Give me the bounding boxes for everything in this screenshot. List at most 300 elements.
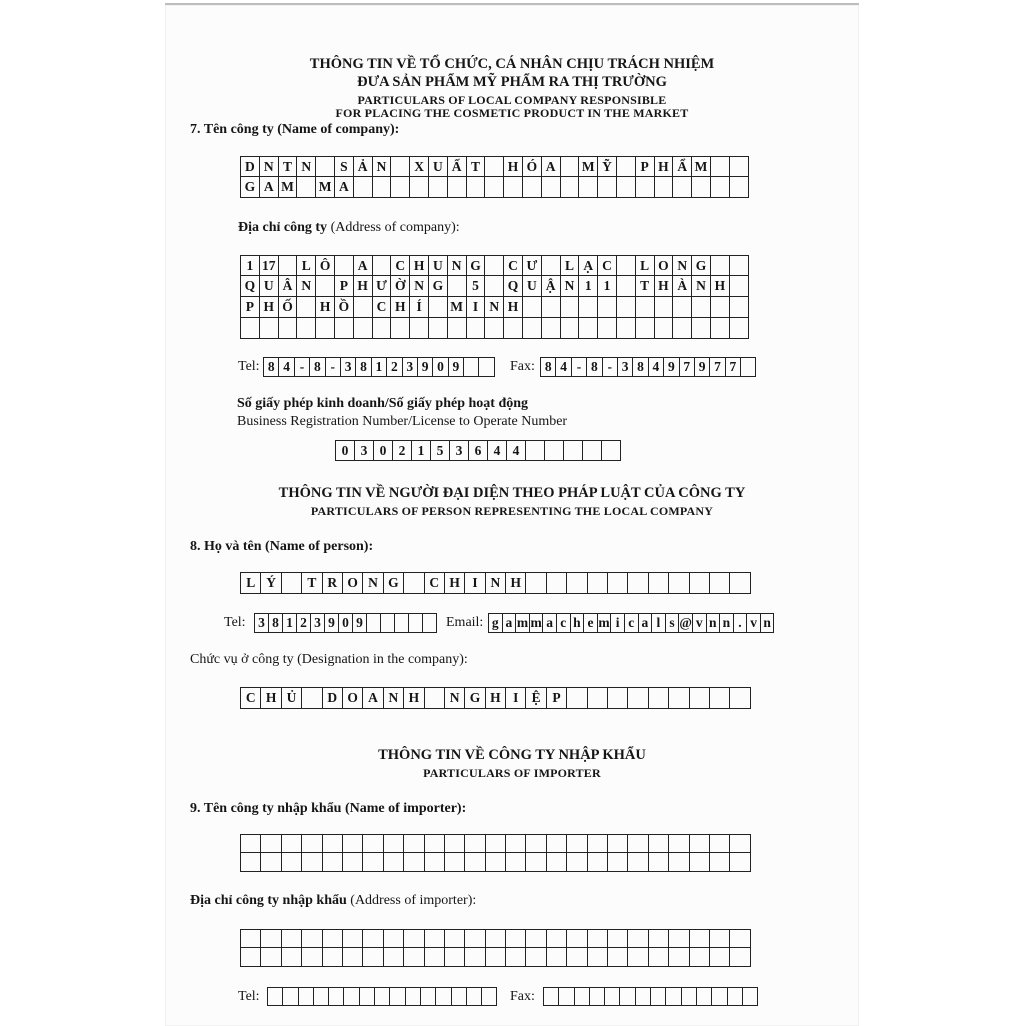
- company-name-grid[interactable]: [240, 156, 749, 198]
- char-cell[interactable]: [506, 929, 526, 948]
- char-cell[interactable]: [730, 156, 749, 177]
- char-cell[interactable]: [464, 357, 479, 377]
- char-cell[interactable]: O: [343, 572, 363, 594]
- char-cell[interactable]: [608, 929, 628, 948]
- char-cell[interactable]: 5: [431, 440, 450, 461]
- char-cell[interactable]: 7: [710, 357, 725, 377]
- char-cell[interactable]: [710, 572, 730, 594]
- char-cell[interactable]: [588, 948, 608, 967]
- char-cell[interactable]: [526, 929, 546, 948]
- char-cell[interactable]: [730, 276, 749, 297]
- char-cell[interactable]: [730, 948, 750, 967]
- char-cell[interactable]: C: [241, 687, 261, 709]
- char-cell[interactable]: [692, 177, 711, 198]
- char-cell[interactable]: [445, 929, 465, 948]
- char-cell[interactable]: Ẩ: [673, 156, 692, 177]
- char-cell[interactable]: [261, 948, 281, 967]
- char-cell[interactable]: H: [655, 156, 674, 177]
- char-cell[interactable]: P: [547, 687, 567, 709]
- char-cell[interactable]: [526, 834, 546, 853]
- char-cell[interactable]: [302, 853, 322, 872]
- char-cell[interactable]: [486, 853, 506, 872]
- char-cell[interactable]: [479, 357, 494, 377]
- char-cell[interactable]: [730, 318, 749, 339]
- char-cell[interactable]: [316, 156, 335, 177]
- char-cell[interactable]: [297, 297, 316, 318]
- char-cell[interactable]: O: [343, 687, 363, 709]
- char-cell[interactable]: 5: [467, 276, 486, 297]
- char-cell[interactable]: n: [720, 613, 734, 633]
- char-cell[interactable]: H: [504, 297, 523, 318]
- char-cell[interactable]: [384, 929, 404, 948]
- char-cell[interactable]: 0: [339, 613, 353, 633]
- char-cell[interactable]: 8: [264, 357, 279, 377]
- char-cell[interactable]: [617, 177, 636, 198]
- char-cell[interactable]: Ố: [279, 297, 298, 318]
- char-cell[interactable]: N: [297, 156, 316, 177]
- char-cell[interactable]: [526, 853, 546, 872]
- char-cell[interactable]: 1: [598, 276, 617, 297]
- char-cell[interactable]: [404, 929, 424, 948]
- char-cell[interactable]: [404, 948, 424, 967]
- char-cell[interactable]: [448, 177, 467, 198]
- char-cell[interactable]: [575, 987, 590, 1006]
- char-cell[interactable]: N: [373, 156, 392, 177]
- char-cell[interactable]: G: [429, 276, 448, 297]
- char-cell[interactable]: [425, 948, 445, 967]
- char-cell[interactable]: [391, 156, 410, 177]
- char-cell[interactable]: [485, 318, 504, 339]
- char-cell[interactable]: v: [747, 613, 761, 633]
- char-cell[interactable]: [282, 834, 302, 853]
- person-tel-grid[interactable]: [254, 613, 437, 633]
- char-cell[interactable]: [567, 853, 587, 872]
- char-cell[interactable]: 1: [372, 357, 387, 377]
- char-cell[interactable]: 9: [418, 357, 433, 377]
- char-cell[interactable]: A: [260, 177, 279, 198]
- char-cell[interactable]: L: [561, 255, 580, 276]
- char-cell[interactable]: Ô: [316, 255, 335, 276]
- char-cell[interactable]: [360, 987, 375, 1006]
- char-cell[interactable]: Ệ: [526, 687, 546, 709]
- char-cell[interactable]: M: [692, 156, 711, 177]
- char-cell[interactable]: [692, 318, 711, 339]
- char-cell[interactable]: [673, 297, 692, 318]
- char-cell[interactable]: [669, 853, 689, 872]
- char-cell[interactable]: [730, 297, 749, 318]
- char-cell[interactable]: T: [279, 156, 298, 177]
- char-cell[interactable]: Â: [279, 276, 298, 297]
- char-cell[interactable]: c: [557, 613, 571, 633]
- char-cell[interactable]: [567, 687, 587, 709]
- char-cell[interactable]: [730, 687, 750, 709]
- char-cell[interactable]: .: [734, 613, 748, 633]
- char-cell[interactable]: 9: [449, 357, 464, 377]
- char-cell[interactable]: [728, 987, 743, 1006]
- char-cell[interactable]: [628, 572, 648, 594]
- char-cell[interactable]: 4: [556, 357, 571, 377]
- char-cell[interactable]: C: [598, 255, 617, 276]
- char-cell[interactable]: [429, 297, 448, 318]
- char-cell[interactable]: À: [673, 276, 692, 297]
- char-cell[interactable]: T: [467, 156, 486, 177]
- char-cell[interactable]: [711, 255, 730, 276]
- char-cell[interactable]: [485, 255, 504, 276]
- char-cell[interactable]: [282, 572, 302, 594]
- char-cell[interactable]: [486, 948, 506, 967]
- char-cell[interactable]: [542, 177, 561, 198]
- license-number-grid[interactable]: [335, 440, 621, 461]
- char-cell[interactable]: Ậ: [542, 276, 561, 297]
- char-cell[interactable]: Ư: [373, 276, 392, 297]
- char-cell[interactable]: [425, 929, 445, 948]
- char-cell[interactable]: T: [302, 572, 322, 594]
- char-cell[interactable]: 1: [283, 613, 297, 633]
- char-cell[interactable]: [730, 929, 750, 948]
- char-cell[interactable]: -: [295, 357, 310, 377]
- char-cell[interactable]: [730, 853, 750, 872]
- char-cell[interactable]: [617, 276, 636, 297]
- char-cell[interactable]: 8: [587, 357, 602, 377]
- char-cell[interactable]: [730, 177, 749, 198]
- company-fax-grid[interactable]: [540, 357, 756, 377]
- char-cell[interactable]: 4: [649, 357, 664, 377]
- char-cell[interactable]: [283, 987, 298, 1006]
- char-cell[interactable]: a: [639, 613, 653, 633]
- char-cell[interactable]: I: [467, 297, 486, 318]
- char-cell[interactable]: [712, 987, 727, 1006]
- char-cell[interactable]: [649, 834, 669, 853]
- char-cell[interactable]: I: [506, 687, 526, 709]
- char-cell[interactable]: [669, 929, 689, 948]
- char-cell[interactable]: H: [260, 297, 279, 318]
- char-cell[interactable]: [282, 929, 302, 948]
- char-cell[interactable]: [561, 318, 580, 339]
- char-cell[interactable]: U: [429, 156, 448, 177]
- char-cell[interactable]: -: [326, 357, 341, 377]
- char-cell[interactable]: Í: [410, 297, 429, 318]
- char-cell[interactable]: 1: [241, 255, 260, 276]
- char-cell[interactable]: [567, 834, 587, 853]
- char-cell[interactable]: P: [335, 276, 354, 297]
- char-cell[interactable]: [363, 834, 383, 853]
- char-cell[interactable]: [354, 177, 373, 198]
- char-cell[interactable]: [692, 297, 711, 318]
- char-cell[interactable]: [404, 853, 424, 872]
- char-cell[interactable]: [445, 834, 465, 853]
- char-cell[interactable]: [628, 834, 648, 853]
- char-cell[interactable]: N: [561, 276, 580, 297]
- char-cell[interactable]: [567, 929, 587, 948]
- char-cell[interactable]: [741, 357, 756, 377]
- char-cell[interactable]: 9: [664, 357, 679, 377]
- char-cell[interactable]: l: [652, 613, 666, 633]
- char-cell[interactable]: [297, 318, 316, 339]
- char-cell[interactable]: [279, 255, 298, 276]
- char-cell[interactable]: C: [391, 255, 410, 276]
- char-cell[interactable]: H: [410, 255, 429, 276]
- importer-address-grid[interactable]: [240, 929, 751, 967]
- char-cell[interactable]: c: [625, 613, 639, 633]
- char-cell[interactable]: [579, 177, 598, 198]
- char-cell[interactable]: [636, 297, 655, 318]
- char-cell[interactable]: n: [761, 613, 775, 633]
- char-cell[interactable]: [485, 156, 504, 177]
- char-cell[interactable]: 7: [726, 357, 741, 377]
- char-cell[interactable]: N: [297, 276, 316, 297]
- char-cell[interactable]: 3: [355, 440, 374, 461]
- char-cell[interactable]: [711, 318, 730, 339]
- char-cell[interactable]: [467, 987, 482, 1006]
- char-cell[interactable]: [314, 987, 329, 1006]
- char-cell[interactable]: [323, 834, 343, 853]
- char-cell[interactable]: [544, 987, 559, 1006]
- char-cell[interactable]: [373, 177, 392, 198]
- char-cell[interactable]: [590, 987, 605, 1006]
- char-cell[interactable]: [343, 853, 363, 872]
- char-cell[interactable]: 2: [297, 613, 311, 633]
- char-cell[interactable]: H: [711, 276, 730, 297]
- char-cell[interactable]: 3: [311, 613, 325, 633]
- char-cell[interactable]: N: [692, 276, 711, 297]
- char-cell[interactable]: [363, 929, 383, 948]
- char-cell[interactable]: [545, 440, 564, 461]
- char-cell[interactable]: H: [445, 572, 465, 594]
- char-cell[interactable]: D: [241, 156, 260, 177]
- char-cell[interactable]: [391, 318, 410, 339]
- char-cell[interactable]: 8: [269, 613, 283, 633]
- char-cell[interactable]: [410, 177, 429, 198]
- char-cell[interactable]: [561, 177, 580, 198]
- char-cell[interactable]: 3: [450, 440, 469, 461]
- char-cell[interactable]: X: [410, 156, 429, 177]
- char-cell[interactable]: N: [363, 572, 383, 594]
- char-cell[interactable]: 9: [695, 357, 710, 377]
- char-cell[interactable]: [526, 440, 545, 461]
- char-cell[interactable]: [579, 318, 598, 339]
- char-cell[interactable]: [649, 687, 669, 709]
- char-cell[interactable]: [588, 687, 608, 709]
- char-cell[interactable]: [710, 929, 730, 948]
- char-cell[interactable]: C: [373, 297, 392, 318]
- char-cell[interactable]: [523, 318, 542, 339]
- char-cell[interactable]: P: [241, 297, 260, 318]
- char-cell[interactable]: M: [279, 177, 298, 198]
- char-cell[interactable]: [547, 948, 567, 967]
- char-cell[interactable]: N: [410, 276, 429, 297]
- char-cell[interactable]: [588, 853, 608, 872]
- char-cell[interactable]: L: [297, 255, 316, 276]
- char-cell[interactable]: [485, 177, 504, 198]
- char-cell[interactable]: m: [516, 613, 530, 633]
- char-cell[interactable]: [617, 156, 636, 177]
- char-cell[interactable]: [608, 572, 628, 594]
- char-cell[interactable]: H: [316, 297, 335, 318]
- char-cell[interactable]: [690, 929, 710, 948]
- char-cell[interactable]: [711, 297, 730, 318]
- char-cell[interactable]: 8: [633, 357, 648, 377]
- char-cell[interactable]: [465, 948, 485, 967]
- char-cell[interactable]: Ư: [523, 255, 542, 276]
- char-cell[interactable]: [636, 987, 651, 1006]
- char-cell[interactable]: H: [506, 572, 526, 594]
- char-cell[interactable]: [564, 440, 583, 461]
- char-cell[interactable]: U: [429, 255, 448, 276]
- char-cell[interactable]: A: [542, 156, 561, 177]
- char-cell[interactable]: [730, 834, 750, 853]
- char-cell[interactable]: [445, 853, 465, 872]
- importer-fax-grid[interactable]: [543, 987, 758, 1006]
- char-cell[interactable]: [711, 177, 730, 198]
- char-cell[interactable]: [682, 987, 697, 1006]
- designation-grid[interactable]: [240, 687, 751, 709]
- char-cell[interactable]: [482, 987, 497, 1006]
- char-cell[interactable]: Q: [504, 276, 523, 297]
- char-cell[interactable]: [335, 255, 354, 276]
- char-cell[interactable]: G: [384, 572, 404, 594]
- char-cell[interactable]: [620, 987, 635, 1006]
- char-cell[interactable]: 4: [279, 357, 294, 377]
- char-cell[interactable]: [547, 572, 567, 594]
- char-cell[interactable]: Ạ: [579, 255, 598, 276]
- char-cell[interactable]: [373, 318, 392, 339]
- char-cell[interactable]: 8: [541, 357, 556, 377]
- char-cell[interactable]: [628, 948, 648, 967]
- char-cell[interactable]: [425, 853, 445, 872]
- char-cell[interactable]: [669, 834, 689, 853]
- char-cell[interactable]: [323, 948, 343, 967]
- char-cell[interactable]: H: [486, 687, 506, 709]
- char-cell[interactable]: [617, 318, 636, 339]
- char-cell[interactable]: [343, 929, 363, 948]
- char-cell[interactable]: 7: [680, 357, 695, 377]
- char-cell[interactable]: H: [354, 276, 373, 297]
- char-cell[interactable]: 0: [433, 357, 448, 377]
- char-cell[interactable]: [598, 318, 617, 339]
- char-cell[interactable]: [302, 687, 322, 709]
- char-cell[interactable]: [297, 177, 316, 198]
- char-cell[interactable]: H: [404, 687, 424, 709]
- char-cell[interactable]: [605, 987, 620, 1006]
- char-cell[interactable]: N: [485, 297, 504, 318]
- char-cell[interactable]: [697, 987, 712, 1006]
- char-cell[interactable]: [241, 318, 260, 339]
- char-cell[interactable]: [608, 853, 628, 872]
- char-cell[interactable]: [406, 987, 421, 1006]
- char-cell[interactable]: 4: [507, 440, 526, 461]
- char-cell[interactable]: H: [261, 687, 281, 709]
- char-cell[interactable]: M: [448, 297, 467, 318]
- char-cell[interactable]: m: [598, 613, 612, 633]
- char-cell[interactable]: [542, 318, 561, 339]
- char-cell[interactable]: [373, 255, 392, 276]
- char-cell[interactable]: [567, 948, 587, 967]
- char-cell[interactable]: [261, 853, 281, 872]
- char-cell[interactable]: [649, 853, 669, 872]
- char-cell[interactable]: 2: [387, 357, 402, 377]
- char-cell[interactable]: [323, 853, 343, 872]
- char-cell[interactable]: [302, 929, 322, 948]
- char-cell[interactable]: [282, 948, 302, 967]
- char-cell[interactable]: [636, 177, 655, 198]
- char-cell[interactable]: [448, 276, 467, 297]
- char-cell[interactable]: [261, 834, 281, 853]
- char-cell[interactable]: [445, 948, 465, 967]
- char-cell[interactable]: U: [523, 276, 542, 297]
- char-cell[interactable]: [673, 318, 692, 339]
- char-cell[interactable]: [367, 613, 381, 633]
- char-cell[interactable]: [649, 948, 669, 967]
- importer-tel-grid[interactable]: [267, 987, 497, 1006]
- char-cell[interactable]: [316, 276, 335, 297]
- char-cell[interactable]: Ủ: [282, 687, 302, 709]
- char-cell[interactable]: [410, 318, 429, 339]
- char-cell[interactable]: [617, 255, 636, 276]
- char-cell[interactable]: [465, 929, 485, 948]
- char-cell[interactable]: [649, 929, 669, 948]
- char-cell[interactable]: [486, 834, 506, 853]
- char-cell[interactable]: [436, 987, 451, 1006]
- char-cell[interactable]: [602, 440, 621, 461]
- char-cell[interactable]: [561, 297, 580, 318]
- char-cell[interactable]: [561, 156, 580, 177]
- char-cell[interactable]: [636, 318, 655, 339]
- char-cell[interactable]: [504, 177, 523, 198]
- char-cell[interactable]: [559, 987, 574, 1006]
- char-cell[interactable]: [375, 987, 390, 1006]
- char-cell[interactable]: A: [363, 687, 383, 709]
- char-cell[interactable]: [567, 572, 587, 594]
- char-cell[interactable]: U: [260, 276, 279, 297]
- char-cell[interactable]: v: [693, 613, 707, 633]
- char-cell[interactable]: 3: [618, 357, 633, 377]
- char-cell[interactable]: [598, 177, 617, 198]
- char-cell[interactable]: [523, 297, 542, 318]
- char-cell[interactable]: H: [504, 156, 523, 177]
- char-cell[interactable]: [429, 318, 448, 339]
- char-cell[interactable]: [425, 687, 445, 709]
- char-cell[interactable]: 1: [412, 440, 431, 461]
- char-cell[interactable]: [390, 987, 405, 1006]
- char-cell[interactable]: [730, 572, 750, 594]
- char-cell[interactable]: [329, 987, 344, 1006]
- char-cell[interactable]: [404, 572, 424, 594]
- char-cell[interactable]: M: [316, 177, 335, 198]
- char-cell[interactable]: [588, 929, 608, 948]
- char-cell[interactable]: 6: [469, 440, 488, 461]
- char-cell[interactable]: [526, 572, 546, 594]
- char-cell[interactable]: [423, 613, 437, 633]
- char-cell[interactable]: Q: [241, 276, 260, 297]
- char-cell[interactable]: [384, 948, 404, 967]
- char-cell[interactable]: [649, 572, 669, 594]
- char-cell[interactable]: [425, 834, 445, 853]
- char-cell[interactable]: [343, 948, 363, 967]
- char-cell[interactable]: R: [323, 572, 343, 594]
- char-cell[interactable]: [384, 853, 404, 872]
- char-cell[interactable]: s: [666, 613, 680, 633]
- char-cell[interactable]: [467, 177, 486, 198]
- char-cell[interactable]: 3: [403, 357, 418, 377]
- char-cell[interactable]: n: [707, 613, 721, 633]
- char-cell[interactable]: [241, 853, 261, 872]
- char-cell[interactable]: [655, 297, 674, 318]
- char-cell[interactable]: [323, 929, 343, 948]
- char-cell[interactable]: C: [504, 255, 523, 276]
- char-cell[interactable]: [302, 834, 322, 853]
- char-cell[interactable]: 0: [336, 440, 355, 461]
- char-cell[interactable]: [690, 948, 710, 967]
